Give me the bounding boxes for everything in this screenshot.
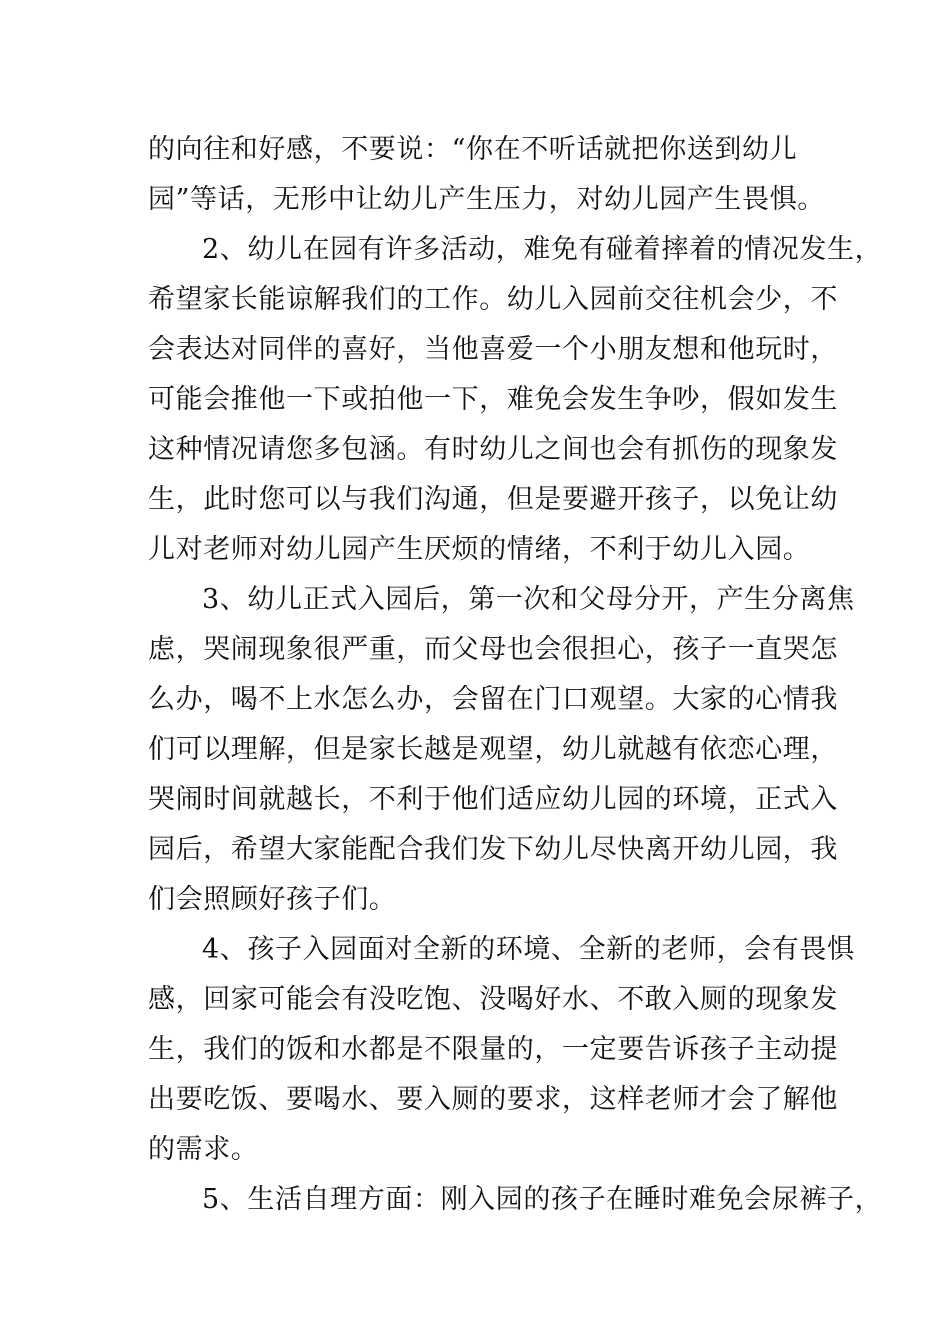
- paragraph-4-start: 4、孩子入园面对全新的环境、全新的老师，会有畏惧: [202, 934, 855, 965]
- text-line: 生，此时您可以与我们沟通，但是要避开孩子，以免让幼: [148, 484, 838, 515]
- text-line: 们可以理解，但是家长越是观望，幼儿就越有依恋心理，: [148, 734, 838, 765]
- text-line: 希望家长能谅解我们的工作。幼儿入园前交往机会少，不: [148, 284, 838, 315]
- text-line: 生，我们的饭和水都是不限量的，一定要告诉孩子主动提: [148, 1034, 838, 1065]
- text-line: 的需求。: [148, 1134, 259, 1165]
- paragraph-3-start: 3、幼儿正式入园后，第一次和父母分开，产生分离焦: [202, 584, 855, 615]
- paragraph-2-start: 2、幼儿在园有许多活动，难免有碰着摔着的情况发生，: [202, 234, 883, 265]
- text-line: 虑，哭闹现象很严重，而父母也会很担心，孩子一直哭怎: [148, 634, 838, 665]
- text-line: 哭闹时间就越长，不利于他们适应幼儿园的环境，正式入: [148, 784, 838, 815]
- text-line: 会表达对同伴的喜好，当他喜爱一个小朋友想和他玩时，: [148, 334, 838, 365]
- paragraph-5-start: 5、生活自理方面：刚入园的孩子在睡时难免会尿裤子，: [202, 1184, 883, 1215]
- text-line: 园后，希望大家能配合我们发下幼儿尽快离开幼儿园，我: [148, 834, 838, 865]
- text-line: 园”等话，无形中让幼儿产生压力，对幼儿园产生畏惧。: [148, 184, 825, 215]
- text-line: 出要吃饭、要喝水、要入厕的要求，这样老师才会了解他: [148, 1084, 838, 1115]
- text-line: 的向往和好感，不要说：“你在不听话就把你送到幼儿: [148, 134, 798, 165]
- text-line: 感，回家可能会有没吃饱、没喝好水、不敢入厕的现象发: [148, 984, 838, 1015]
- text-line: 么办，喝不上水怎么办，会留在门口观望。大家的心情我: [148, 684, 838, 715]
- text-line: 可能会推他一下或拍他一下，难免会发生争吵，假如发生: [148, 384, 838, 415]
- text-line: 儿对老师对幼儿园产生厌烦的情绪，不利于幼儿入园。: [148, 534, 811, 565]
- text-line: 这种情况请您多包涵。有时幼儿之间也会有抓伤的现象发: [148, 434, 838, 465]
- text-line: 们会照顾好孩子们。: [148, 884, 397, 915]
